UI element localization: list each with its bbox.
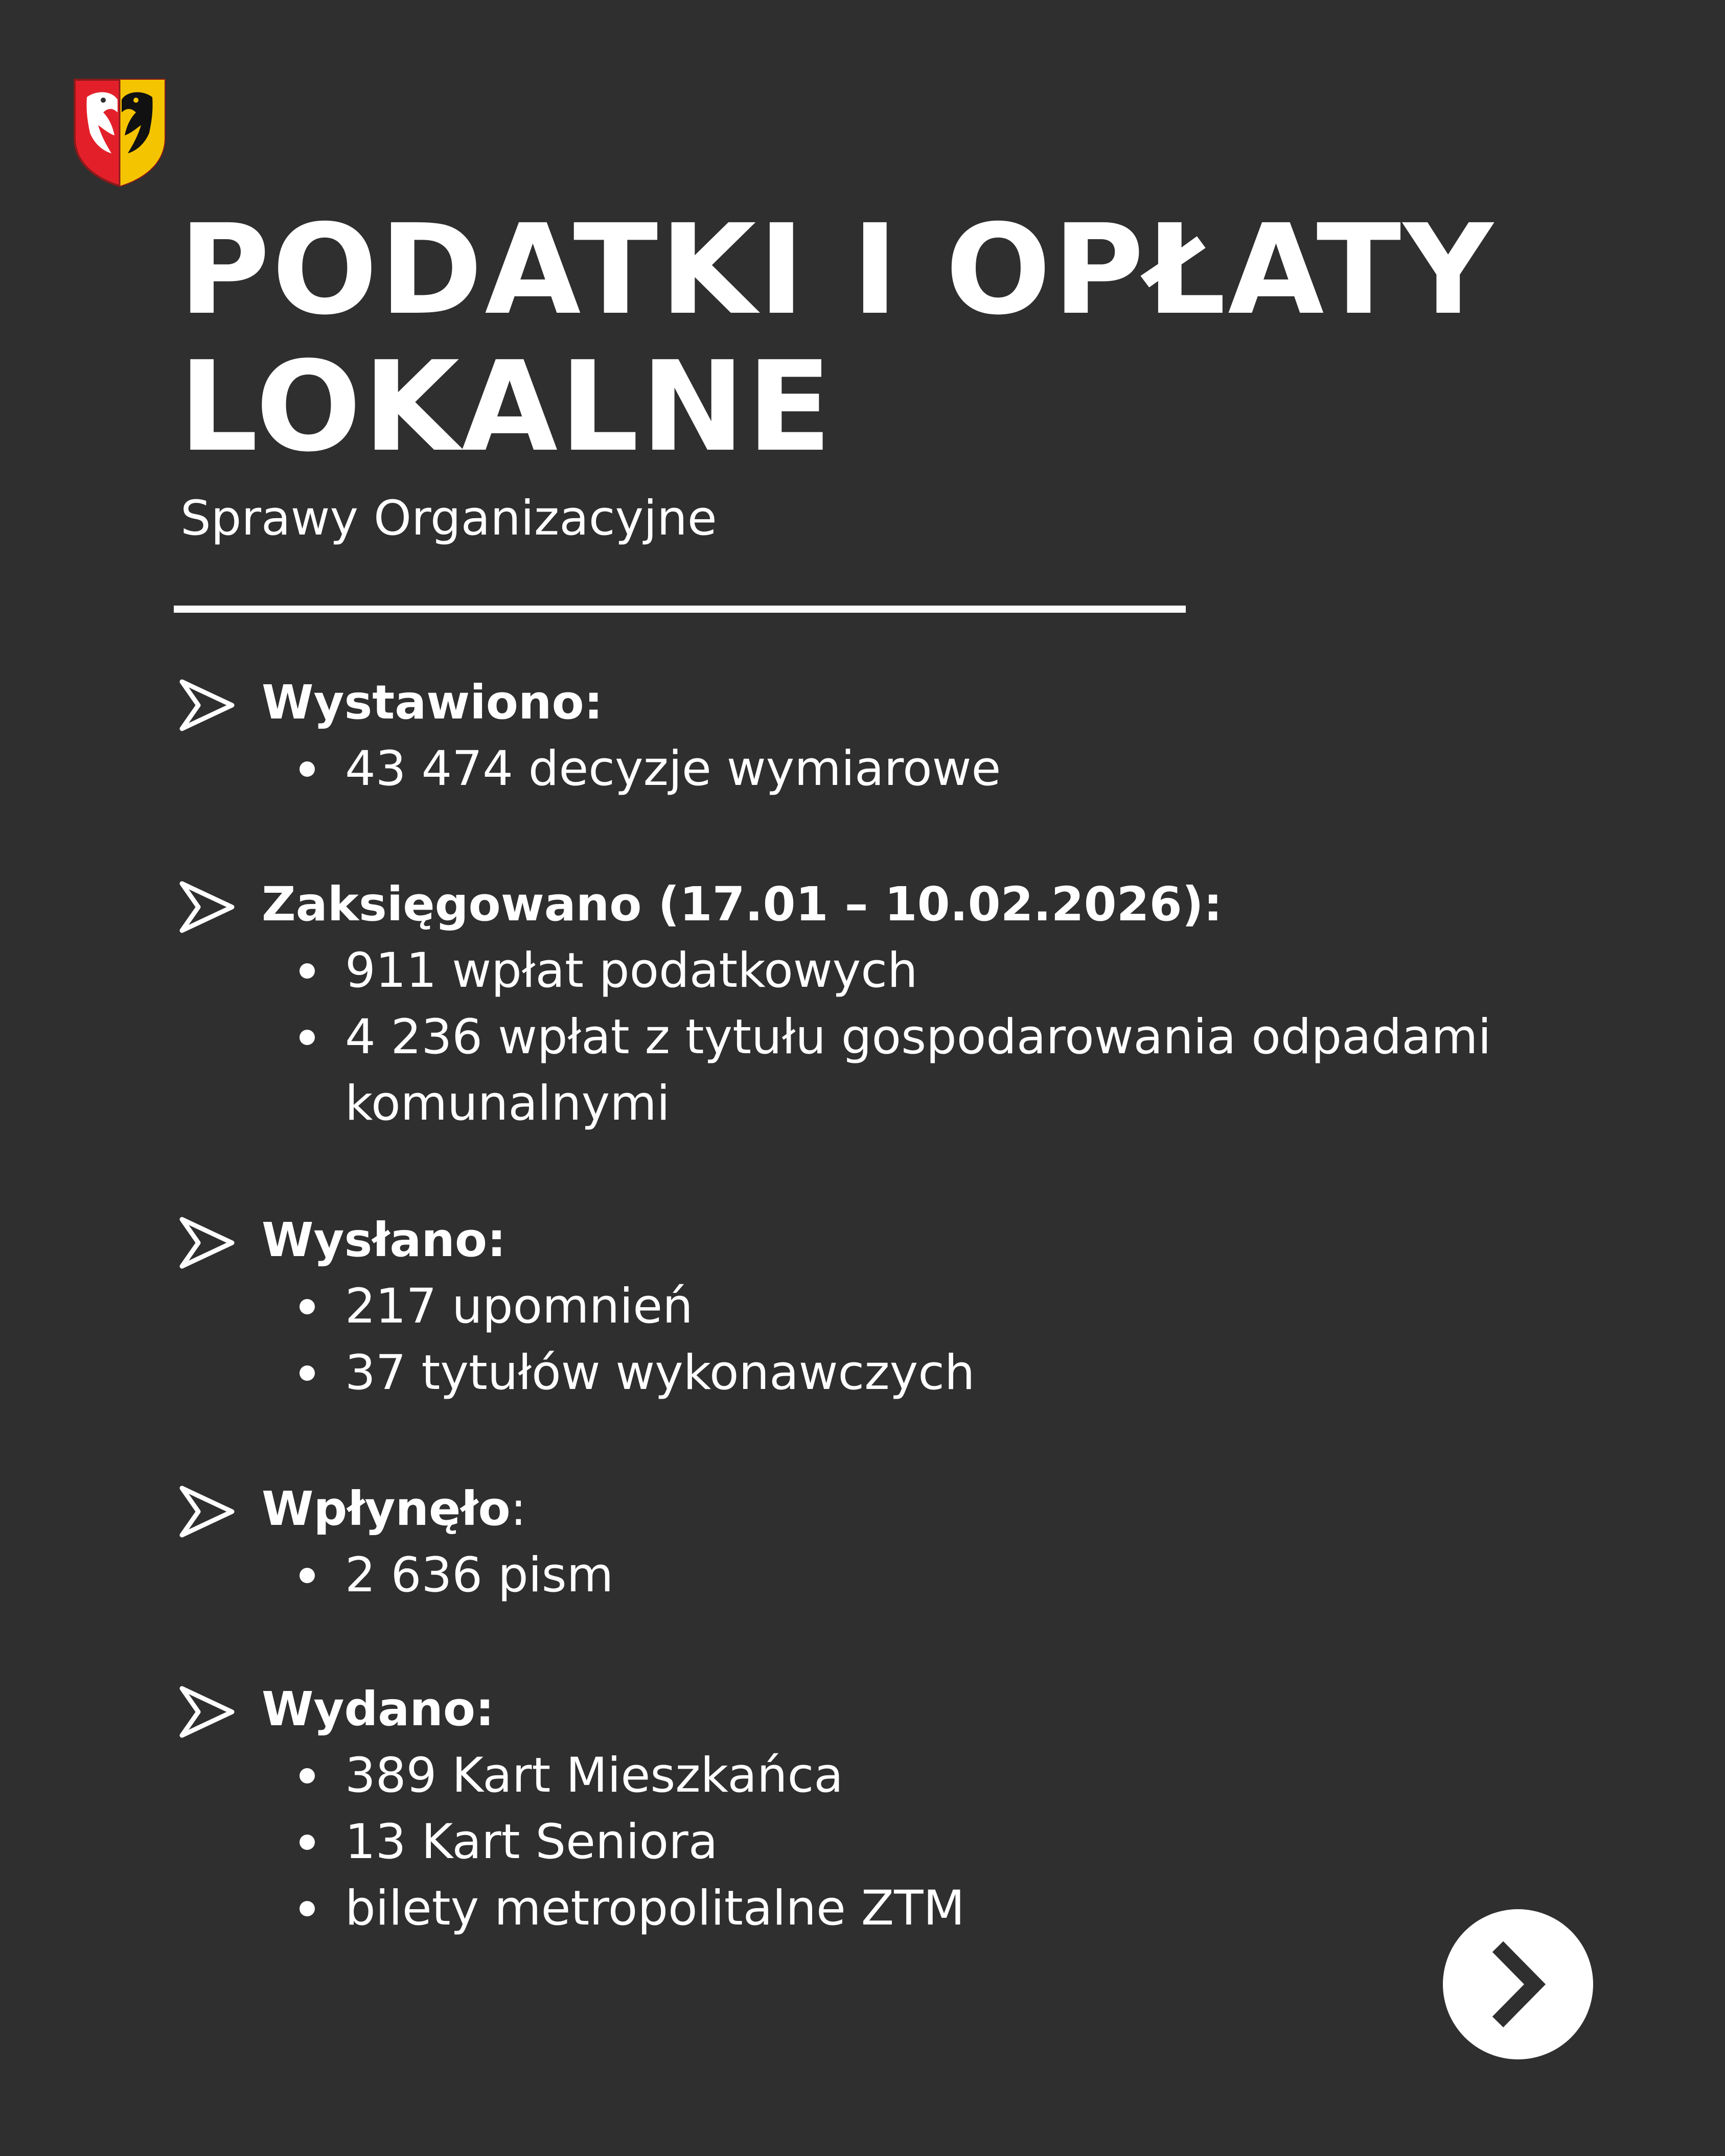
chevron-right-icon bbox=[1443, 1909, 1593, 2059]
section-wyslano bbox=[179, 1207, 1559, 1406]
item-list bbox=[179, 1542, 1559, 1609]
list-item bbox=[179, 1004, 1559, 1137]
bullet bbox=[300, 1365, 315, 1381]
list-item bbox=[179, 1875, 1559, 1942]
arrow-right-outline-icon bbox=[179, 679, 236, 732]
bullet bbox=[300, 1299, 315, 1314]
section-wplynelo bbox=[179, 1476, 1559, 1609]
page-subtitle: Sprawy Organizacyjne bbox=[180, 491, 717, 546]
page-title bbox=[179, 198, 1496, 479]
section-heading bbox=[179, 871, 1559, 938]
divider bbox=[174, 606, 1186, 613]
title-line-2: LOKALNE bbox=[179, 335, 834, 479]
section-zaksiegowano bbox=[179, 871, 1559, 1137]
section-heading-text: Wpłynęło bbox=[262, 1481, 511, 1536]
item-list bbox=[179, 938, 1559, 1137]
list-item-text: 911 wpłat podatkowych bbox=[345, 943, 918, 999]
title-line-1: PODATKI I OPŁATY bbox=[179, 198, 1496, 342]
list-item-text: 4 236 wpłat z tytułu gospodarowania odpadami komunalnymi bbox=[345, 1009, 1491, 1131]
bullet bbox=[300, 1568, 315, 1583]
list-item-text: bilety metropolitalne ZTM bbox=[345, 1881, 965, 1936]
item-list bbox=[179, 1273, 1559, 1406]
list-item-text: 37 tytułów wykonawczych bbox=[345, 1345, 975, 1401]
list-item bbox=[179, 1809, 1559, 1875]
arrow-right-outline-icon bbox=[179, 1685, 236, 1738]
section-heading bbox=[179, 1207, 1559, 1273]
list-item bbox=[179, 1273, 1559, 1340]
bullet bbox=[300, 963, 315, 979]
list-item-text: 2 636 pism bbox=[345, 1547, 614, 1603]
bullet bbox=[300, 761, 315, 777]
section-heading-colon: : bbox=[510, 1481, 526, 1536]
section-heading-label: Wystawiono: bbox=[262, 675, 603, 730]
list-item bbox=[179, 736, 1559, 802]
list-item-text: 43 474 decyzje wymiarowe bbox=[345, 741, 1001, 797]
section-heading bbox=[179, 1676, 1559, 1743]
coat-of-arms-icon bbox=[72, 77, 168, 188]
item-list bbox=[179, 1743, 1559, 1942]
section-heading-label: Zaksięgowano (17.01 – 10.02.2026): bbox=[262, 877, 1223, 932]
item-list bbox=[179, 736, 1559, 802]
next-button[interactable] bbox=[1443, 1909, 1593, 2059]
list-item-text: 389 Kart Mieszkańca bbox=[345, 1748, 843, 1803]
list-item bbox=[179, 938, 1559, 1004]
bullet bbox=[300, 1835, 315, 1850]
section-wystawiono bbox=[179, 669, 1559, 802]
section-heading-label bbox=[262, 1476, 526, 1542]
list-item bbox=[179, 1542, 1559, 1609]
section-heading-label: Wydano: bbox=[262, 1682, 494, 1736]
list-item bbox=[179, 1743, 1559, 1809]
bullet bbox=[300, 1030, 315, 1045]
bullet bbox=[300, 1768, 315, 1783]
section-heading bbox=[179, 669, 1559, 736]
section-wydano bbox=[179, 1676, 1559, 1942]
arrow-right-outline-icon bbox=[179, 880, 236, 934]
arrow-right-outline-icon bbox=[179, 1485, 236, 1538]
section-heading-label: Wysłano: bbox=[262, 1213, 506, 1267]
list-item-text: 13 Kart Seniora bbox=[345, 1814, 718, 1870]
arrow-right-outline-icon bbox=[179, 1216, 236, 1269]
list-item bbox=[179, 1340, 1559, 1406]
bullet bbox=[300, 1901, 315, 1916]
section-heading bbox=[179, 1476, 1559, 1542]
list-item-text: 217 upomnień bbox=[345, 1279, 693, 1334]
